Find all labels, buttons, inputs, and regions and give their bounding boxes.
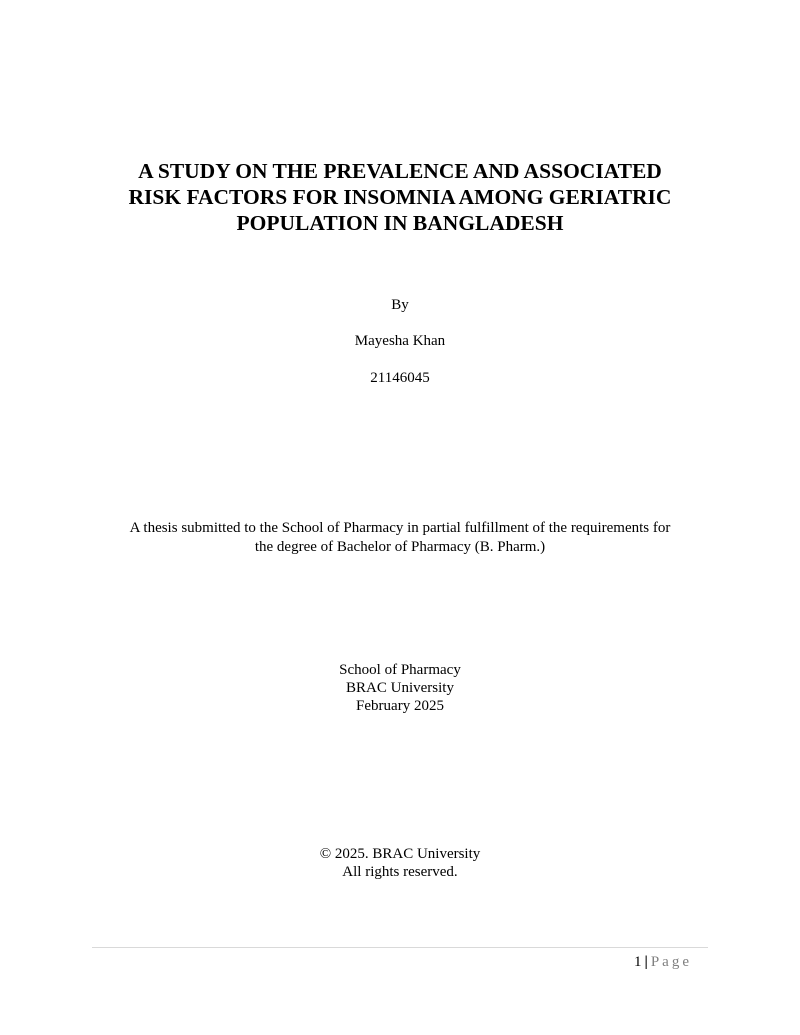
page-label: Page — [650, 954, 692, 970]
submission-date: February 2025 — [356, 698, 444, 714]
university-name: BRAC University — [346, 680, 454, 696]
copyright-block — [0, 845, 800, 881]
title-line-2: RISK FACTORS FOR INSOMNIA AMONG GERIATRIC — [128, 185, 672, 209]
student-id: 21146045 — [370, 370, 430, 386]
author-name: Mayesha Khan — [354, 333, 446, 349]
school-name: School of Pharmacy — [339, 662, 461, 678]
rights-reserved: All rights reserved. — [342, 864, 458, 880]
title-line-1: A STUDY ON THE PREVALENCE AND ASSOCIATED — [138, 159, 662, 183]
thesis-statement-line-1: A thesis submitted to the School of Pharmacy in partial fulfillment of the requirements for — [129, 520, 671, 536]
page-number: 1 — [634, 954, 642, 970]
thesis-title — [0, 158, 800, 236]
page-separator: | — [644, 954, 648, 970]
copyright-notice: © 2025. BRAC University — [319, 846, 481, 862]
title-line-3: POPULATION IN BANGLADESH — [236, 211, 564, 235]
page-footer — [634, 953, 692, 971]
by-label: By — [391, 297, 409, 313]
thesis-statement — [0, 519, 800, 557]
thesis-statement-line-2: the degree of Bachelor of Pharmacy (B. Pharm.) — [254, 539, 546, 555]
institution-block — [0, 661, 800, 715]
footer-divider — [92, 947, 708, 948]
